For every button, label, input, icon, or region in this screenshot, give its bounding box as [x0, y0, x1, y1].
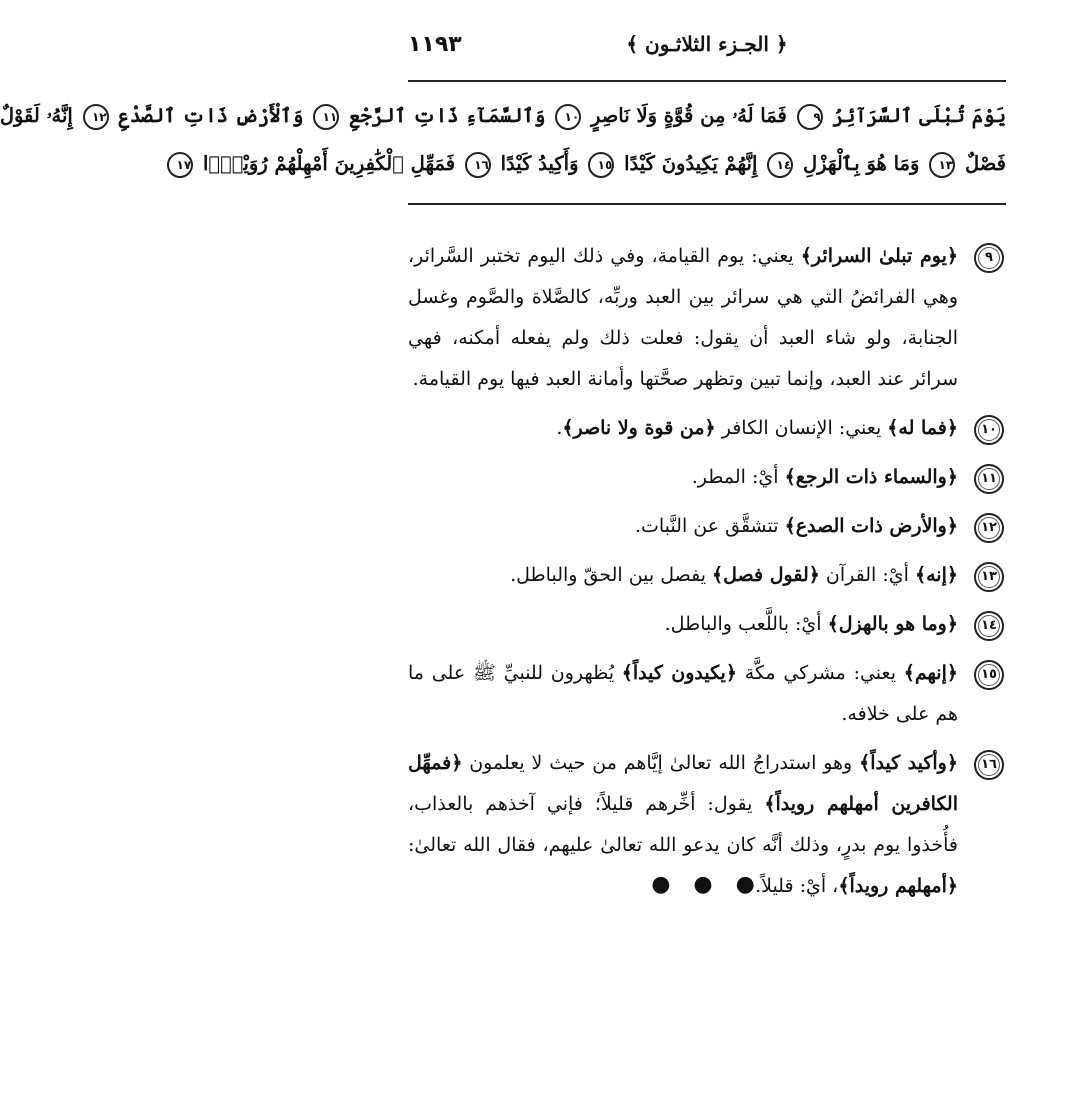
verse-number-marker: ١٢ [83, 104, 109, 130]
verse-number-badge: ١٣ [974, 562, 1004, 592]
verse-number-marker: ١٣ [929, 152, 955, 178]
quran-verses-block [0, 92, 1006, 196]
commentary-text: أيْ: المطر. [691, 466, 785, 488]
verse-text: فَصْلٌ [965, 152, 1006, 175]
commentary-entry [408, 506, 1006, 547]
verse-line-2 [176, 140, 1006, 188]
commentary-text: أيْ: القرآن [819, 564, 915, 586]
verse-text: وَمَا هُوَ بِٱلْهَزْلِ [802, 152, 920, 175]
commentary-entry [408, 555, 1006, 596]
running-title: ﴿ الجـزء الثلاثـون ﴾ [626, 32, 788, 56]
commentary-text: . [556, 417, 563, 439]
commentary-entry [408, 236, 1006, 400]
verse-number-marker: ١٧ [167, 152, 193, 178]
quoted-verse: ﴿يكيدون كيداً﴾ [621, 662, 737, 684]
verse-number-marker: ١١ [313, 104, 339, 130]
page-number: ١١٩٣ [408, 32, 462, 57]
commentary-entry [408, 604, 1006, 645]
verse-number-badge: ١٠ [974, 415, 1004, 445]
quoted-verse: ﴿فمهِّل الكافرين أمهلهم رويداً﴾ [408, 752, 959, 815]
bottom-divider [408, 203, 1006, 205]
verse-number-badge: ١١ [974, 464, 1004, 494]
verse-text: وَٱلْأَرْضِ ذَاتِ ٱلصَّدْعِ [118, 104, 304, 127]
quoted-verse: ﴿إنه﴾ [914, 564, 958, 586]
verse-number-marker: ١٥ [588, 152, 614, 178]
commentary-entry [408, 457, 1006, 498]
verse-text: إِنَّهُمْ يَكِيدُونَ كَيْدًا [624, 152, 758, 175]
top-divider [408, 80, 1006, 82]
end-mark: ● ● ● [651, 872, 763, 897]
verse-number-badge: ١٥ [974, 660, 1004, 690]
commentary-section [408, 236, 1006, 915]
commentary-text: يعني: مشركي مكَّة [736, 662, 904, 684]
quoted-verse: ﴿فما له﴾ [887, 417, 958, 439]
quoted-verse: ﴿وما هو بالهزل﴾ [827, 613, 958, 635]
commentary-text: وهو استدراجُ الله تعالىٰ إيَّاهم من حيث لا يعلمون [462, 752, 860, 774]
verse-number-marker: ١٦ [465, 152, 491, 178]
quoted-verse: ﴿أمهلهم رويداً﴾ [838, 875, 958, 897]
verse-text: إِنَّهُۥ لَقَوْلٌ [0, 104, 73, 127]
commentary-text: يعني: الإنسان الكافر [715, 417, 888, 439]
verse-text: وَٱلسَّمَآءِ ذَاتِ ٱلرَّجْعِ [348, 104, 546, 127]
commentary-text: يقول: أخِّرهم قليلاً؛ فإني آخذهم بالعذاب، فأُخذوا يوم بدرٍ، وذلك أنَّه كان يدعو الله تعالىٰ عليهم، فقال الله تعالىٰ: [408, 793, 958, 856]
verse-text: فَمَهِّلِ ٱلْكَٰفِرِينَ أَمْهِلْهُمْ رُوَيْدًۢا [202, 152, 456, 175]
quoted-verse: ﴿من قوة ولا ناصر﴾ [562, 417, 716, 439]
commentary-entry [408, 653, 1006, 735]
commentary-text: يفصل بين الحقّ والباطل. [510, 564, 713, 586]
verse-line-1 [0, 92, 1006, 140]
verse-text: وَأَكِيدُ كَيْدًا [500, 152, 579, 175]
page-header [408, 30, 1006, 66]
verse-number-badge: ١٤ [974, 611, 1004, 641]
quoted-verse: ﴿إنهم﴾ [903, 662, 958, 684]
verse-number-badge: ١٦ [974, 750, 1004, 780]
quoted-verse: ﴿والسماء ذات الرجع﴾ [784, 466, 958, 488]
verse-number-marker: ١٤ [767, 152, 793, 178]
verse-number-marker: ١٠ [555, 104, 581, 130]
commentary-text: يُظهرون للنبيِّ ﷺ على ما هم على خلافه. [408, 662, 958, 725]
quoted-verse: ﴿يوم تبلىٰ السرائر﴾ [800, 245, 958, 267]
quoted-verse: ﴿وأكيد كيداً﴾ [859, 752, 958, 774]
verse-number-marker: ٩ [797, 104, 823, 130]
commentary-text: يعني: يوم القيامة، وفي ذلك اليوم تختبر السَّرائر، وهي الفرائضُ التي هي سرائر بين العبد وربِّه، كالصَّلاة والصَّوم وغسل الجنابة، ولو شاء العبد أن يقول: فعلت ذلك ولم يفعله أمكنه، فهي سرائر عند العبد، وإنما تبين وتظهر صحَّتها وأمانة العبد فيها يوم القيامة. [408, 245, 958, 390]
verse-number-badge: ٩ [974, 243, 1004, 273]
quoted-verse: ﴿والأرض ذات الصدع﴾ [784, 515, 958, 537]
commentary-text: تتشقَّق عن النَّبات. [634, 515, 785, 537]
verse-number-badge: ١٢ [974, 513, 1004, 543]
commentary-entry [408, 408, 1006, 449]
commentary-text: ، أيْ: قليلاً. [755, 875, 839, 897]
quoted-verse: ﴿لقول فصل﴾ [712, 564, 820, 586]
commentary-text: أيْ: باللَّعب والباطل. [664, 613, 828, 635]
verse-text: فَمَا لَهُۥ مِن قُوَّةٍ وَلَا نَاصِرٍ [590, 104, 787, 127]
verse-text: يَوْمَ تُبْلَى ٱلسَّرَآئِرُ [832, 104, 1006, 127]
